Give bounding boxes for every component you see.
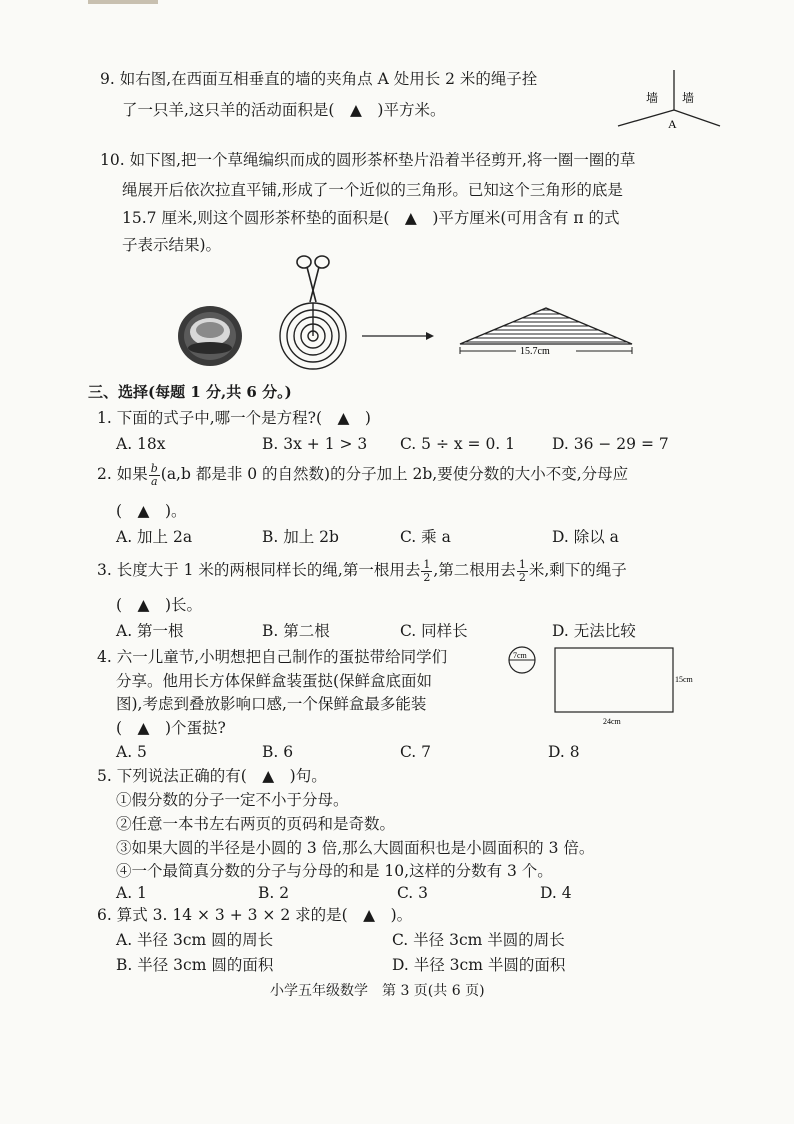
- c3-stem-mid: ,第二根用去: [433, 561, 516, 580]
- c4-option-a: A. 5: [116, 743, 147, 761]
- c1-option-c: C. 5 ÷ x = 0. 1: [400, 435, 516, 453]
- c6-option-b: B. 半径 3cm 圆的面积: [116, 956, 274, 974]
- c5-option-a: A. 1: [116, 884, 147, 902]
- c4-line4: ( ▲ )个蛋挞?: [116, 719, 226, 737]
- c5-statement-4: ④一个最简真分数的分子与分母的和是 10,这样的分数有 3 个。: [116, 862, 553, 880]
- coaster-figure: [176, 250, 636, 370]
- q10-line2: 绳展开后依次拉直平铺,形成了一个近似的三角形。已知这个三角形的底是: [122, 181, 623, 199]
- coaster-photo: [178, 306, 242, 366]
- wall-right-label: 墙: [682, 91, 695, 105]
- c3-option-a: A. 第一根: [116, 622, 184, 640]
- transform-arrow: [362, 332, 434, 340]
- c5-option-d: D. 4: [540, 884, 572, 902]
- c2-line2: ( ▲ )。: [116, 502, 187, 520]
- frac1-numerator: 1: [423, 558, 431, 571]
- c4-option-d: D. 8: [548, 743, 580, 761]
- fraction-b-over-a: [149, 463, 160, 487]
- c6-stem: 6. 算式 3. 14 × 3 + 3 × 2 求的是( ▲ )。: [97, 906, 413, 924]
- frac2-denominator: 2: [518, 570, 526, 584]
- container-height-label: 15cm: [675, 675, 693, 684]
- q10-line1: 10. 如下图,把一个草绳编织而成的圆形茶杯垫片沿着半径剪开,将一圈一圈的草: [100, 151, 636, 169]
- fraction-one-half-b: [517, 559, 528, 583]
- c3-line2: ( ▲ )长。: [116, 596, 203, 614]
- c1-option-d: D. 36 − 29 = 7: [552, 435, 669, 453]
- c5-stem: 5. 下列说法正确的有( ▲ )句。: [97, 767, 327, 785]
- c3-stem: [97, 559, 627, 583]
- unrolled-triangle: [460, 308, 632, 357]
- c2-option-b: B. 加上 2b: [262, 528, 339, 546]
- c3-option-c: C. 同样长: [400, 622, 468, 640]
- c3-option-d: D. 无法比较: [552, 622, 636, 640]
- c3-option-b: B. 第二根: [262, 622, 330, 640]
- c4-line1: 4. 六一儿童节,小明想把自己制作的蛋挞带给同学们: [97, 648, 448, 666]
- frac-numerator: b: [150, 462, 158, 475]
- spiral-coaster-diagram: [280, 303, 346, 369]
- c2-stem: [97, 463, 628, 487]
- wall-left-edge: [618, 110, 674, 126]
- tart-diameter-label: 7cm: [513, 651, 527, 660]
- c5-statement-2: ②任意一本书左右两页的页码和是奇数。: [116, 815, 396, 833]
- container-base-figure: [505, 640, 695, 730]
- c5-statement-3: ③如果大圆的半径是小圆的 3 倍,那么大圆面积也是小圆面积的 3 倍。: [116, 839, 595, 857]
- q10-line4: 子表示结果)。: [122, 236, 222, 254]
- c1-option-a: A. 18x: [116, 435, 166, 453]
- q9-line2: 了一只羊,这只羊的活动面积是( ▲ )平方米。: [122, 101, 446, 119]
- frac-denominator: a: [150, 474, 158, 488]
- c6-option-d: D. 半径 3cm 半圆的面积: [392, 956, 566, 974]
- scissors-icon: [297, 256, 329, 302]
- c4-line2: 分享。他用长方体保鲜盒装蛋挞(保鲜盒底面如: [116, 672, 433, 690]
- c2-stem-pre: 2. 如果: [97, 465, 148, 484]
- c3-stem-post: 米,剩下的绳子: [528, 561, 627, 580]
- q9-line1: 9. 如右图,在西面互相垂直的墙的夹角点 A 处用长 2 米的绳子拴: [100, 70, 538, 88]
- c4-option-b: B. 6: [262, 743, 294, 761]
- c3-stem-pre: 3. 长度大于 1 米的两根同样长的绳,第一根用去: [97, 561, 421, 580]
- q10-line3: 15.7 厘米,则这个圆形茶杯垫的面积是( ▲ )平方厘米(可用含有 π 的式: [122, 209, 620, 227]
- triangle-base-label: 15.7cm: [520, 346, 550, 357]
- c2-option-d: D. 除以 a: [552, 528, 619, 546]
- c1-option-b: B. 3x + 1 > 3: [262, 435, 368, 453]
- c2-stem-post: (a,b 都是非 0 的自然数)的分子加上 2b,要使分数的大小不变,分母应: [160, 465, 629, 484]
- corner-point-label: A: [668, 117, 677, 131]
- wall-left-label: 墙: [646, 91, 659, 105]
- section-title: 三、选择(每题 1 分,共 6 分。): [88, 383, 292, 401]
- page-edge-mark: [88, 0, 158, 4]
- frac2-numerator: 1: [518, 558, 526, 571]
- c1-stem: 1. 下面的式子中,哪一个是方程?( ▲ ): [97, 409, 371, 427]
- page-footer: 小学五年级数学 第 3 页(共 6 页): [270, 983, 485, 999]
- wall-corner-figure: [610, 66, 722, 134]
- frac1-denominator: 2: [423, 570, 431, 584]
- c2-option-c: C. 乘 a: [400, 528, 451, 546]
- c4-option-c: C. 7: [400, 743, 432, 761]
- c5-option-c: C. 3: [397, 884, 429, 902]
- fraction-one-half-a: [421, 559, 432, 583]
- container-width-label: 24cm: [603, 717, 621, 726]
- c6-option-c: C. 半径 3cm 半圆的周长: [392, 931, 565, 949]
- c5-statement-1: ①假分数的分子一定不小于分母。: [116, 791, 349, 809]
- c4-line3: 图),考虑到叠放影响口感,一个保鲜盒最多能装: [116, 695, 427, 713]
- c5-option-b: B. 2: [258, 884, 290, 902]
- container-rectangle: [555, 648, 673, 712]
- c2-option-a: A. 加上 2a: [116, 528, 193, 546]
- c6-option-a: A. 半径 3cm 圆的周长: [116, 931, 274, 949]
- wall-right-edge: [674, 110, 720, 126]
